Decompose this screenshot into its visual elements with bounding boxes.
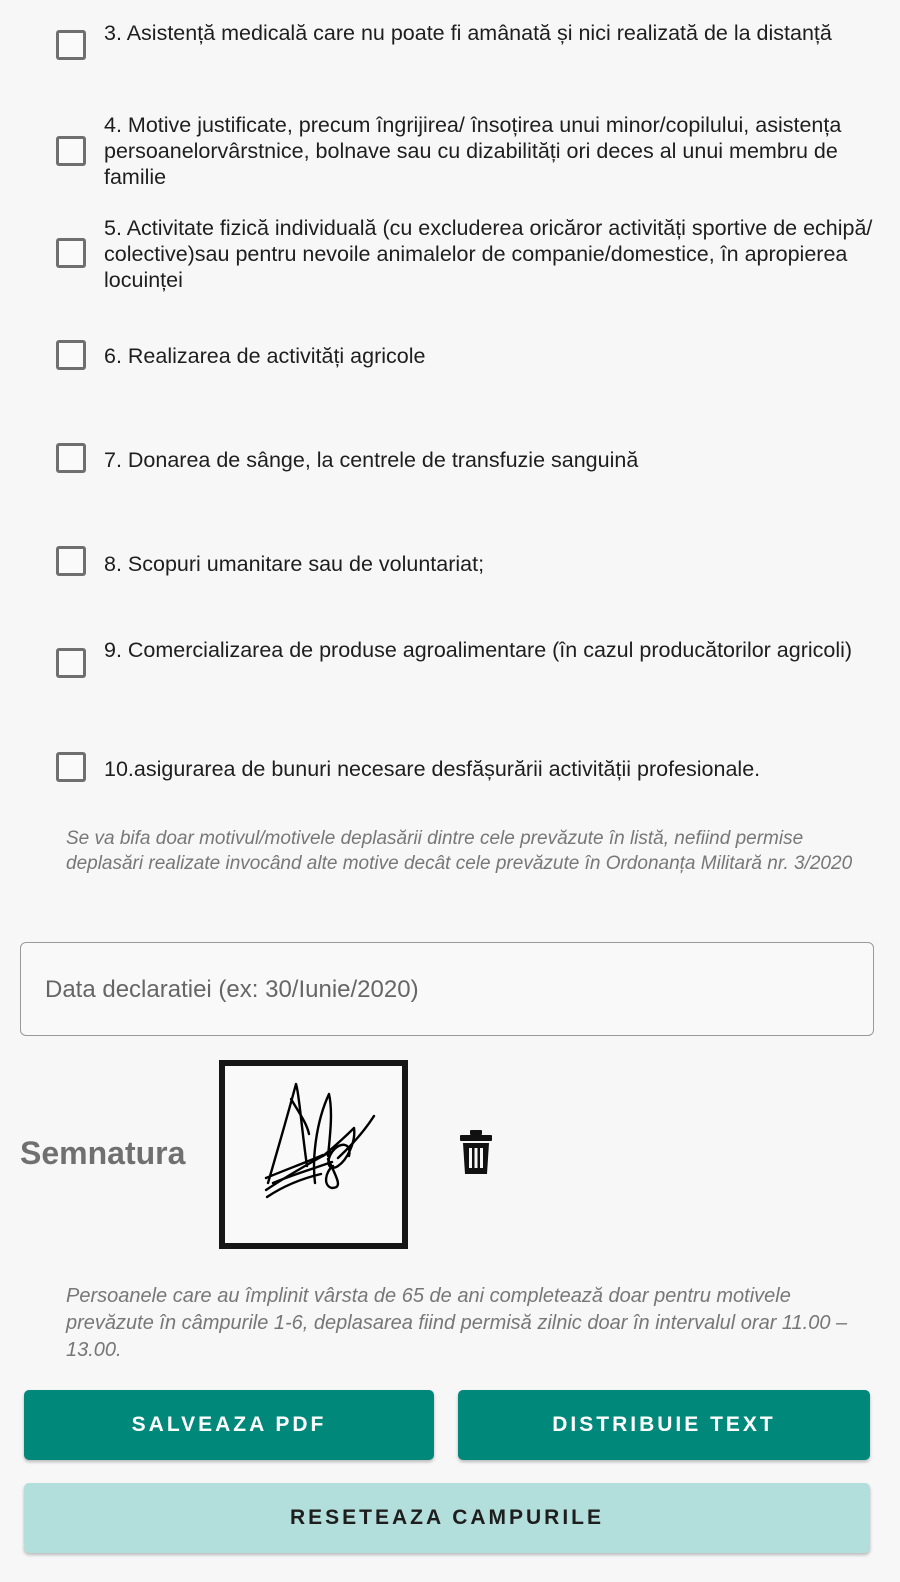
share-text-button[interactable]: DISTRIBUIE TEXT [458,1390,870,1460]
reason-checkbox[interactable] [56,752,86,782]
reason-label: 3. Asistență medicală care nu poate fi amânată și nici realizată de la distanță [104,21,832,45]
signature-drawing [225,1066,402,1243]
reason-label: 7. Donarea de sânge, la centrele de transfuzie sanguină [104,448,639,472]
reset-fields-button[interactable]: RESETEAZA CAMPURILE [24,1483,870,1553]
reason-label: 9. Comercializarea de produse agroalimentare (în cazul producătorilor agricoli) [104,638,853,662]
reason-label: 10.asigurarea de bunuri necesare desfășurării activității profesionale. [104,757,761,781]
reason-checkbox[interactable] [56,443,86,473]
reasons-note: Se va bifa doar motivul/motivele deplasării dintre cele prevăzute în listă, nefiind permise deplasări realizate invocând alte motive decât cele prevăzute în Ordonanța Militară nr. 3/2020 [66,828,853,874]
reason-checkbox[interactable] [56,238,86,268]
reason-label: 5. Activitate fizică individuală (cu excluderea oricăror activități sportive de echipă/ colective)sau pentru nevoile animalelor de companie/domestice, în apropierea locuinței [104,216,873,292]
reason-label: 8. Scopuri umanitare sau de voluntariat; [104,552,485,576]
save-pdf-button[interactable]: SALVEAZA PDF [24,1390,434,1460]
date-field[interactable] [20,942,874,1036]
signature-pad[interactable] [219,1060,408,1249]
reason-checkbox[interactable] [56,136,86,166]
seniors-note: Persoanele care au împlinit vârsta de 65 de ani completează doar pentru motivele prevăzute în câmpurile 1-6, deplasarea fiind permisă zilnic doar în intervalul orar 11.00 – 13.00. [66,1285,848,1361]
trash-icon[interactable] [456,1128,496,1176]
reason-label: 6. Realizarea de activități agricole [104,344,426,368]
reason-checkbox[interactable] [56,30,86,60]
signature-label: Semnatura [20,1135,186,1171]
reason-checkbox[interactable] [56,648,86,678]
reason-label: 4. Motive justificate, precum îngrijirea/ însoțirea unui minor/copilului, asistența persoanelorvârstnice, bolnave sau cu dizabilități ori deces al unui membru de familie [104,113,842,189]
reason-checkbox[interactable] [56,340,86,370]
reason-checkbox[interactable] [56,546,86,576]
date-input[interactable] [43,967,847,1013]
